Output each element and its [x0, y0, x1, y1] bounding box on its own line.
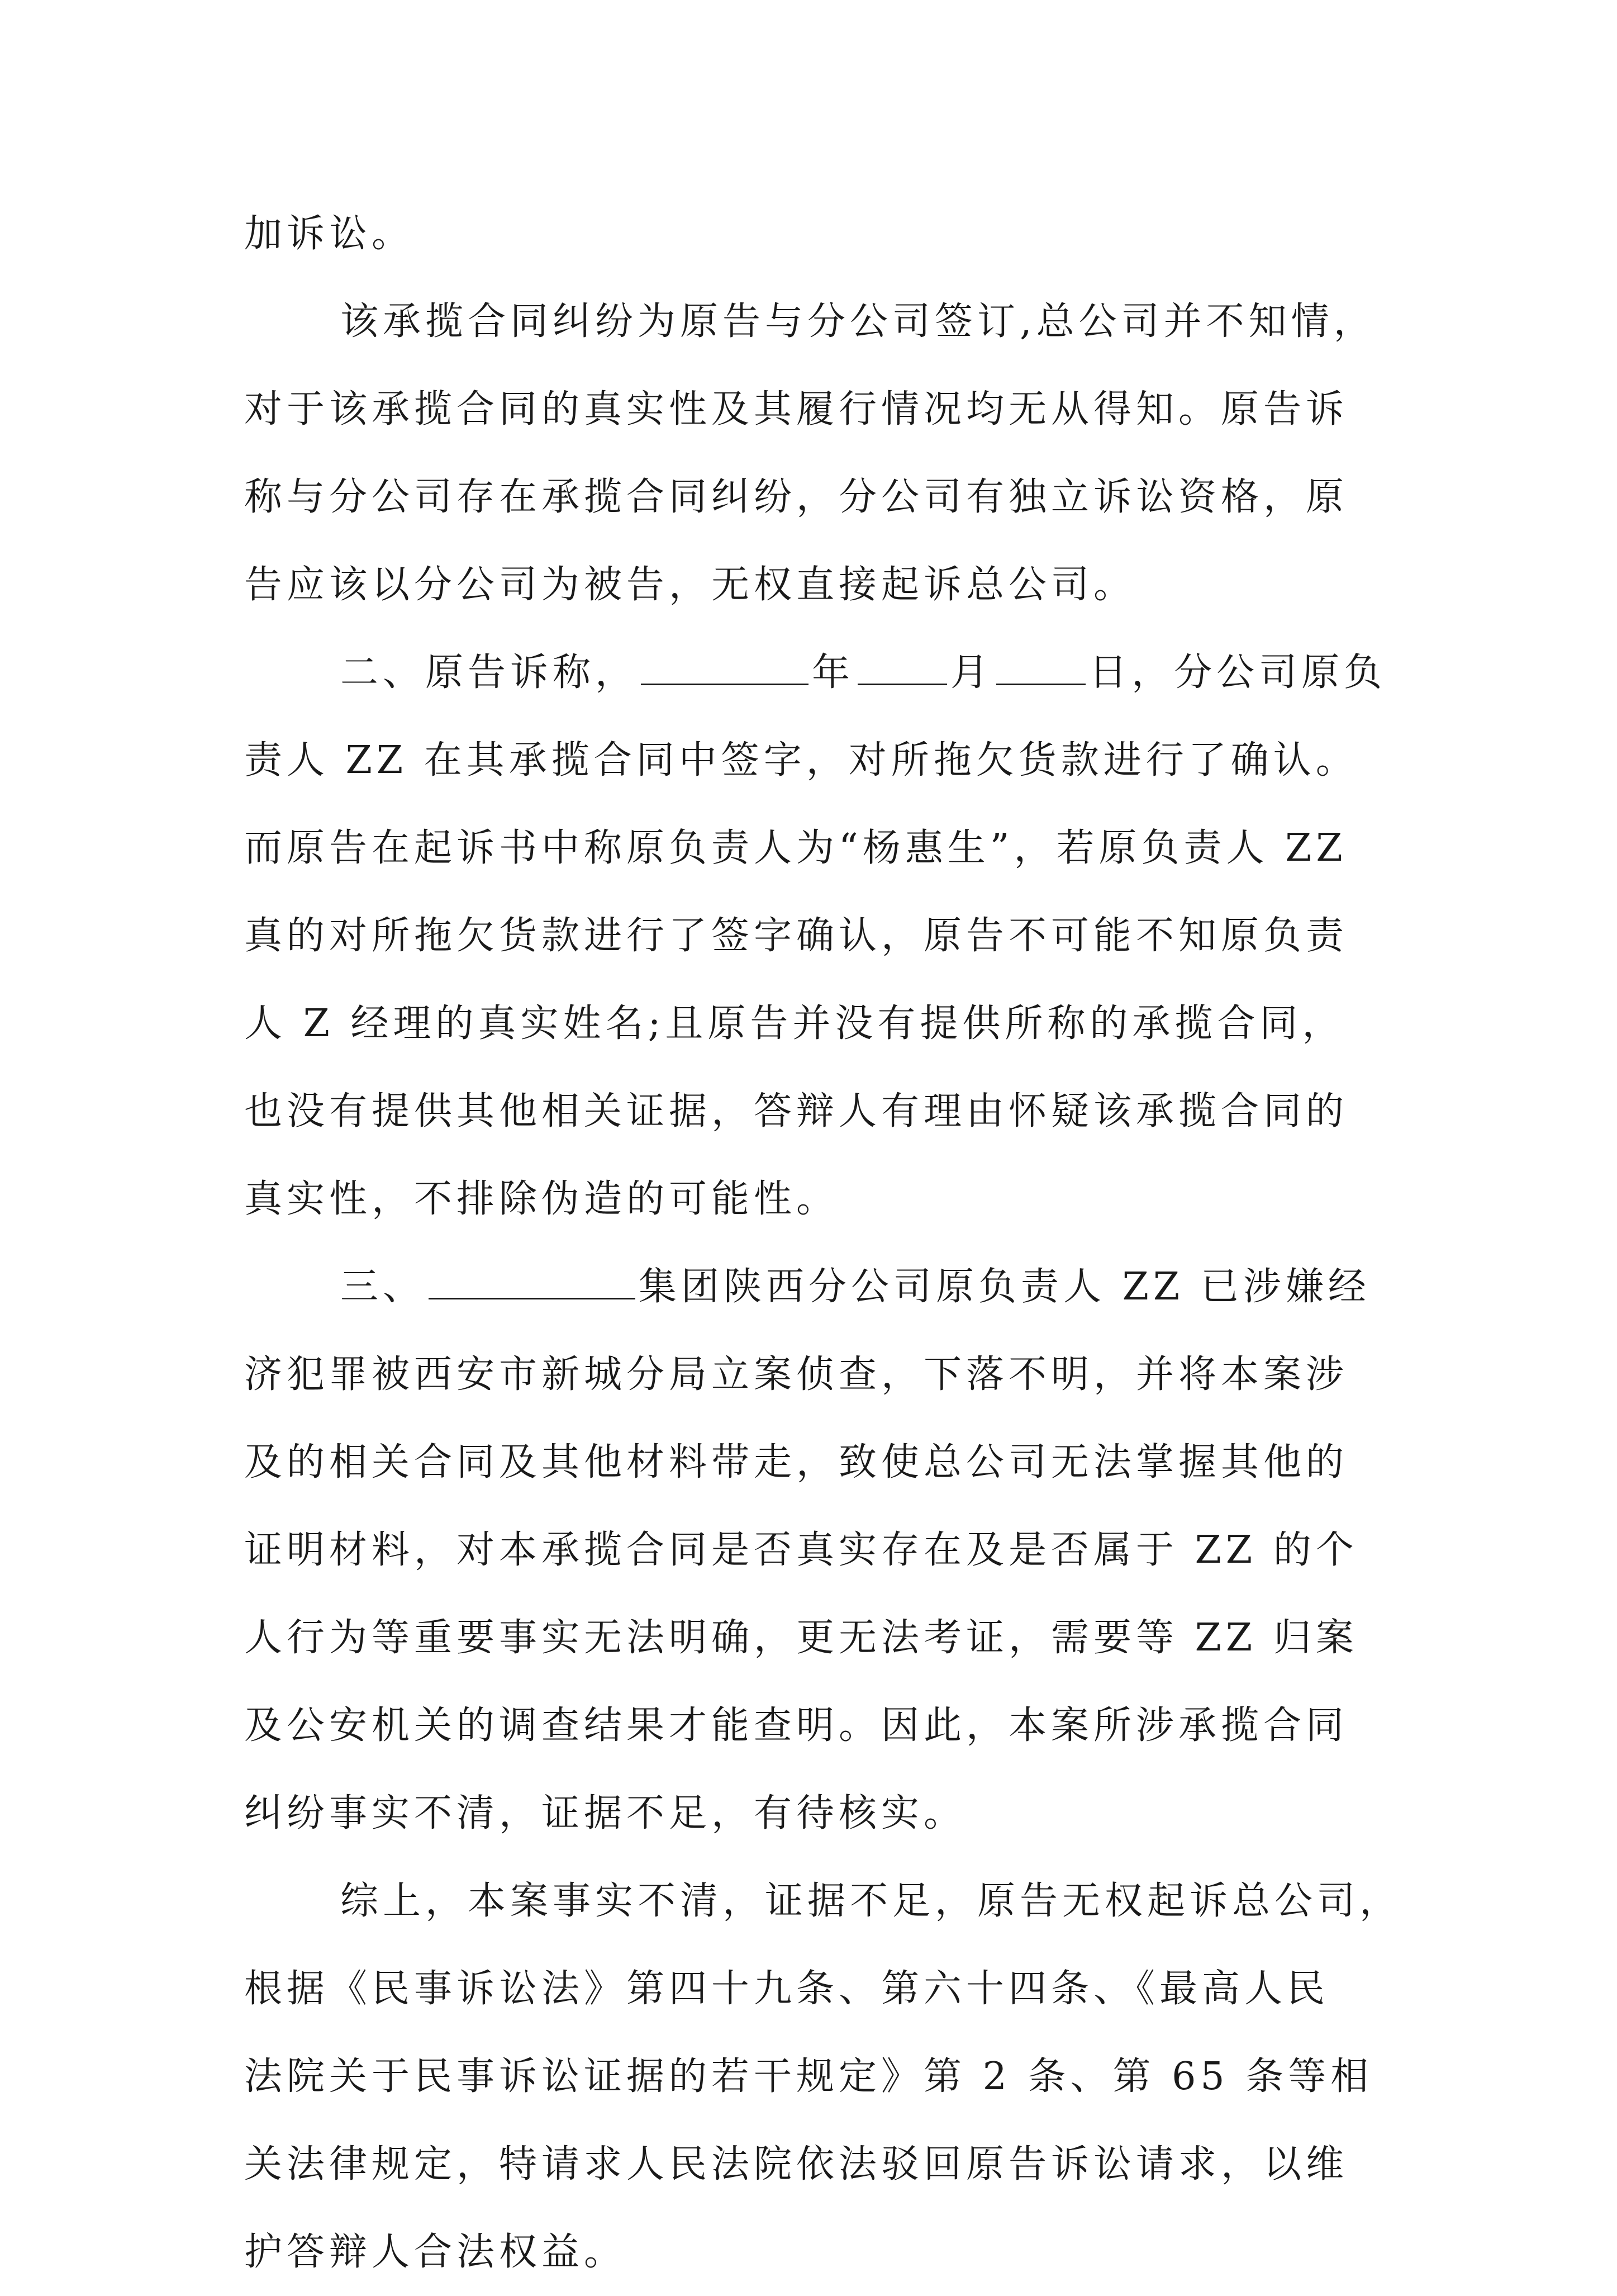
- text-line: 人行为等重要事实无法明确，更无法考证，需要等 ZZ 归案: [244, 1616, 1358, 1660]
- text-line: 及的相关合同及其他材料带走，致使总公司无法掌握其他的: [244, 1440, 1349, 1484]
- date-line-segment: 年: [812, 651, 855, 695]
- text-line: 根据《民事诉讼法》第四十九条、第六十四条、《最高人民: [244, 1967, 1330, 2011]
- fill-in-blank-day: [996, 654, 1086, 685]
- text-line: 责人 ZZ 在其承揽合同中签字，对所拖欠货款进行了确认。: [244, 738, 1358, 782]
- date-line-segment: 月: [950, 651, 993, 695]
- date-line-segment: ，分公司原负: [1131, 651, 1387, 695]
- company-line-suffix: 集团陕西分公司原负责人 ZZ 已涉嫌经: [639, 1265, 1371, 1309]
- document-body: [244, 190, 1402, 2296]
- text-line: 证明材料，对本承揽合同是否真实存在及是否属于 ZZ 的个: [244, 1528, 1358, 1572]
- text-line: 纠纷事实不清，证据不足，有待核实。: [244, 1791, 967, 1835]
- text-line: 加诉讼。: [244, 212, 415, 256]
- fill-in-blank-company: [429, 1269, 635, 1299]
- date-line-segment: 日: [1089, 651, 1132, 695]
- text-line: 也没有提供其他相关证据，答辩人有理由怀疑该承揽合同的: [244, 1089, 1349, 1133]
- text-line: 济犯罪被西安市新城分局立案侦查，下落不明，并将本案涉: [244, 1353, 1349, 1397]
- text-line: 该承揽合同纠纷为原告与分公司签订,总公司并不知情，: [340, 300, 1376, 344]
- text-line: 称与分公司存在承揽合同纠纷，分公司有独立诉讼资格，原: [244, 475, 1349, 519]
- text-line: 真的对所拖欠货款进行了签字确认，原告不可能不知原负责: [244, 914, 1349, 958]
- text-line: [244, 629, 1395, 717]
- text-line: 法院关于民事诉讼证据的若干规定》第 2 条、第 65 条等相: [244, 2055, 1373, 2099]
- text-line: 综上，本案事实不清，证据不足，原告无权起诉总公司，: [340, 1879, 1402, 1923]
- text-line: 关法律规定，特请求人民法院依法驳回原告诉讼请求，以维: [244, 2142, 1349, 2186]
- fill-in-blank-month: [858, 654, 947, 685]
- text-line: 告应该以分公司为被告，无权直接起诉总公司。: [244, 563, 1136, 607]
- text-line: 人 Z 经理的真实姓名;且原告并没有提供所称的承揽合同，: [244, 1002, 1345, 1046]
- text-line: [244, 1243, 1395, 1331]
- fill-in-blank-year: [641, 654, 808, 685]
- text-line: 及公安机关的调查结果才能查明。因此，本案所涉承揽合同: [244, 1704, 1349, 1748]
- text-line: 对于该承揽合同的真实性及其履行情况均无从得知。原告诉: [244, 387, 1349, 431]
- date-line-segment: 二、原告诉称，: [340, 651, 638, 695]
- text-line: 护答辩人合法权益。: [244, 2230, 627, 2274]
- text-line: 而原告在起诉书中称原负责人为“杨惠生”，若原负责人 ZZ: [244, 826, 1347, 870]
- company-line-prefix: 三、: [340, 1265, 426, 1309]
- text-line: 真实性，不排除伪造的可能性。: [244, 1177, 839, 1221]
